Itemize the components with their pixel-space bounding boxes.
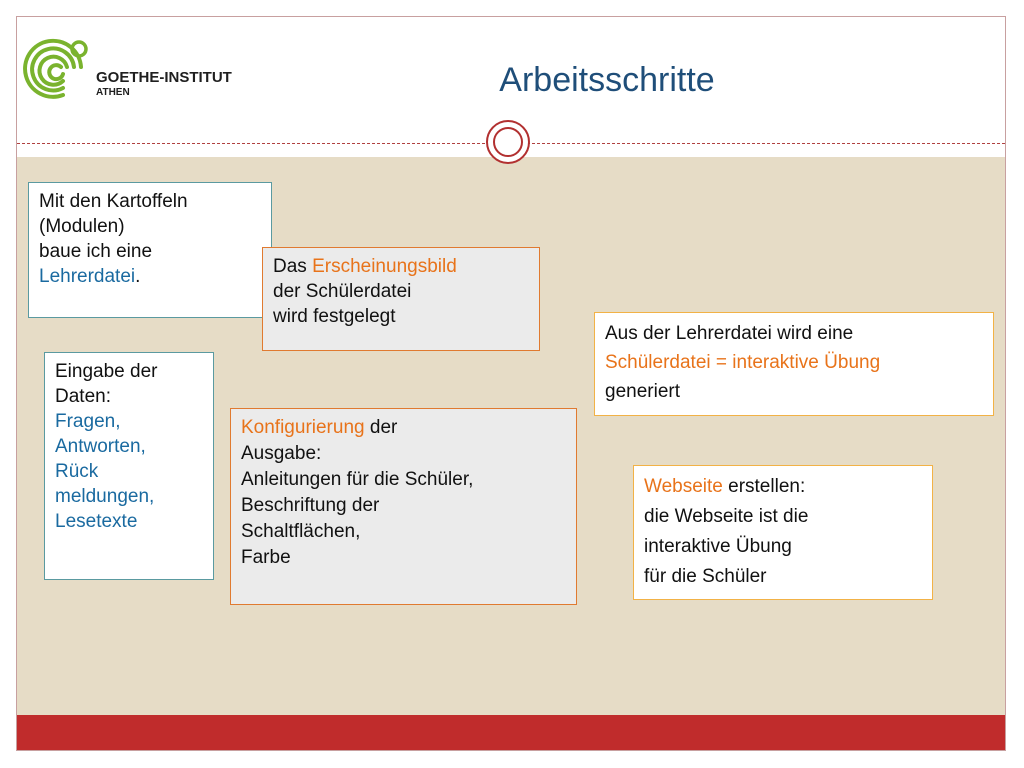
box-webseite-line4: für die Schüler bbox=[644, 566, 767, 587]
box-lehrerdatei-line1: Aus der Lehrerdatei wird eine bbox=[605, 323, 854, 344]
goethe-logo bbox=[23, 37, 232, 107]
highlight-erscheinungsbild: Erscheinungsbild bbox=[312, 256, 457, 277]
box-webseite-line3: interaktive Übung bbox=[644, 536, 792, 557]
box-eingabe bbox=[44, 352, 214, 580]
box-kartoffeln-period: . bbox=[135, 266, 141, 287]
box-eingabe-line6: meldungen, bbox=[55, 486, 155, 507]
box-konfigurierung-line6: Farbe bbox=[241, 547, 291, 568]
box-eingabe-line4: Antworten, bbox=[55, 436, 146, 457]
slide-footer-bar bbox=[17, 715, 1005, 750]
slide-title: Arbeitsschritte bbox=[499, 61, 715, 99]
box-konfigurierung-line5: Schaltflächen, bbox=[241, 521, 361, 542]
box-webseite-line2: die Webseite ist die bbox=[644, 506, 809, 527]
box-erscheinungsbild-line3: wird festgelegt bbox=[273, 306, 396, 327]
box-konfigurierung bbox=[230, 408, 577, 605]
logo-text-institute: GOETHE-INSTITUT bbox=[96, 69, 232, 86]
box-kartoffeln bbox=[28, 182, 272, 318]
slide bbox=[16, 16, 1006, 751]
box-lehrerdatei bbox=[594, 312, 994, 416]
box-kartoffeln-line2: (Modulen) bbox=[39, 216, 125, 237]
box-kartoffeln-line4 bbox=[39, 264, 261, 289]
box-erscheinungsbild-line1 bbox=[273, 254, 529, 279]
box-konfigurierung-der: der bbox=[364, 417, 398, 438]
divider-ring-inner bbox=[493, 127, 523, 157]
content-area bbox=[17, 157, 1005, 715]
box-kartoffeln-line3: baue ich eine bbox=[39, 241, 153, 262]
divider-ring-icon bbox=[486, 120, 530, 164]
logo-text-city: ATHEN bbox=[96, 87, 130, 98]
box-erscheinungsbild-line2: der Schülerdatei bbox=[273, 281, 412, 302]
box-eingabe-line3: Fragen, bbox=[55, 411, 121, 432]
box-eingabe-line1: Eingabe der bbox=[55, 361, 158, 382]
box-webseite bbox=[633, 465, 933, 600]
box-erscheinungsbild-prefix: Das bbox=[273, 256, 313, 277]
box-konfigurierung-line4: Beschriftung der bbox=[241, 495, 380, 516]
box-kartoffeln-line1: Mit den Kartoffeln bbox=[39, 191, 188, 212]
box-webseite-line1 bbox=[644, 472, 922, 502]
highlight-schuelerdatei: Schülerdatei = interaktive Übung bbox=[605, 352, 881, 373]
goethe-logo-icon bbox=[23, 37, 93, 107]
box-lehrerdatei-line3: generiert bbox=[605, 381, 680, 402]
box-erscheinungsbild bbox=[262, 247, 540, 351]
highlight-lehrerdatei: Lehrerdatei bbox=[39, 266, 136, 287]
box-webseite-erstellen: erstellen: bbox=[722, 476, 806, 497]
highlight-konfigurierung: Konfigurierung bbox=[241, 417, 365, 438]
box-konfigurierung-line2: Ausgabe: bbox=[241, 443, 322, 464]
box-konfigurierung-line3: Anleitungen für die Schüler, bbox=[241, 469, 474, 490]
box-eingabe-line2: Daten: bbox=[55, 386, 111, 407]
highlight-webseite: Webseite bbox=[644, 476, 723, 497]
box-eingabe-line5: Rück bbox=[55, 461, 99, 482]
box-konfigurierung-line1 bbox=[241, 415, 566, 441]
box-eingabe-line7: Lesetexte bbox=[55, 511, 138, 532]
